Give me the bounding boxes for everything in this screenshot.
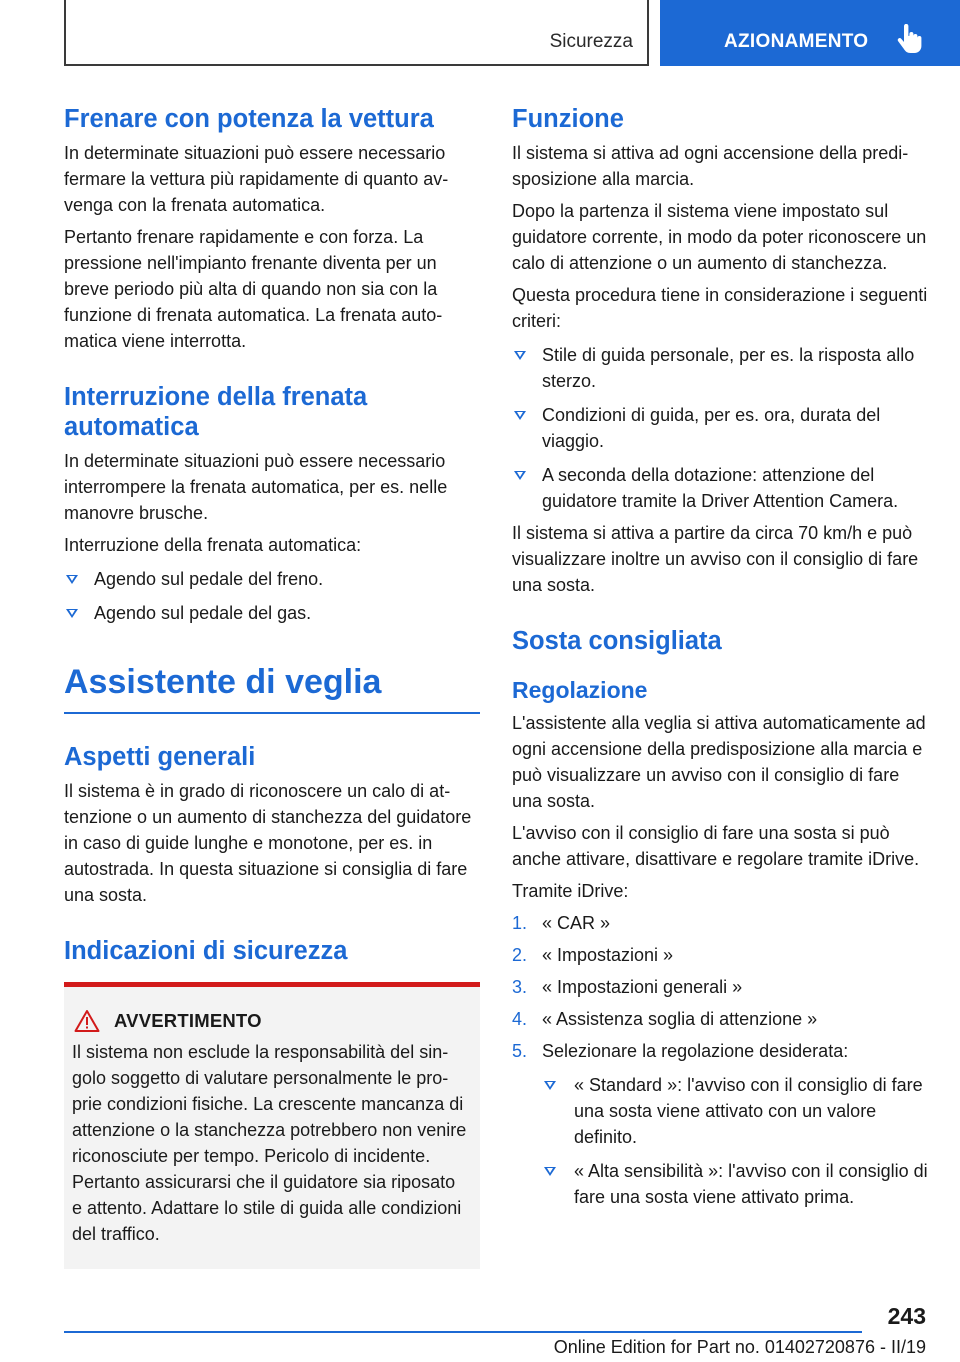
list-item: « Alta sensibilità »: l'avviso con il consiglio di fare una sosta viene attivato prima. [542,1158,928,1210]
list-item: A seconda della dotazione: attenzione del guidatore tramite la Driver Attention Camera. [512,462,928,514]
section-title-interruzione: Interruzione della frenata automatica [64,383,368,441]
paragraph: L'avviso con il consiglio di fare una sosta si può anche attivare, disattivare e regolare tramite iDrive. [512,823,920,869]
warning-header [72,1009,470,1033]
paragraph: Interruzione della frenata automatica: [64,535,362,555]
triangle-bullet-icon [66,609,78,618]
step-item: 5. Selezionare la regolazione desiderata: « Standard »: l'avviso con il consiglio di fare una sosta viene attivato con un valore definito. « Alta sensibilità »: l'avviso con il consiglio di fare una sosta viene attivato prima. [512,1038,928,1210]
section-title-frenare: Frenare con potenza la vettura [64,105,434,133]
header-chapter-label: AZIONAMENTO [724,31,869,52]
step-item: 2. « Impostazioni » [512,942,928,968]
section-title-aspetti: Aspetti generali [64,743,256,771]
header-section-box [64,0,649,66]
footer-divider [64,1331,862,1333]
bullet-list [512,342,928,514]
paragraph: Il sistema si attiva a partire da circa 70 km/h e può visualizzare inoltre un avviso con il consiglio di fare una sosta. [512,523,919,595]
page-number: 243 [887,1303,926,1329]
list-item: Agendo sul pedale del gas. [64,600,480,626]
step-number: 2. [512,945,528,965]
hand-pointer-icon [896,24,922,54]
numbered-steps [512,910,928,1210]
triangle-bullet-icon [514,351,526,360]
triangle-bullet-icon [544,1167,556,1176]
section-title-sosta: Sosta consigliata [512,627,722,655]
paragraph: L'assistente alla veglia si attiva automaticamente ad ogni accensione della predisposizione alla marcia e può visualizzare un avviso con il consiglio di fare una sosta. [512,713,926,811]
step-number: 1. [512,913,528,933]
step-item: 1. « CAR » [512,910,928,936]
step-item: 4. « Assistenza soglia di attenzione » [512,1006,928,1032]
warning-text: Il sistema non esclude la responsabilità del singolo soggetto di valutare personalmente le proprie condizioni fisiche. La crescente mancanza di attenzione o la stanchezza potrebbero non venire riconosciute per tempo. Pericolo di incidente. Pertanto assicurarsi che il guidatore sia riposato e attento. Adattare lo stile di guida alle condizioni del traffico. [72,1042,467,1244]
triangle-bullet-icon [66,575,78,584]
step-number: 5. [512,1041,528,1061]
right-column [512,104,928,1210]
left-column [64,104,480,1269]
paragraph: Il sistema è in grado di riconoscere un calo di attenzione o un aumento di stanchezza del guidatore in caso di guide lunghe e monotone, per es. in autostrada. In questa situazione si consiglia di fare una sosta. [64,781,472,905]
list-item: Condizioni di guida, per es. ora, durata del viaggio. [512,402,928,454]
warning-triangle-icon [74,1009,100,1033]
triangle-bullet-icon [514,411,526,420]
paragraph: Pertanto frenare rapidamente e con forza. La pressione nell'impianto frenante diventa per un breve periodo più alta di quando non sia con la funzione di frenata automatica. La frenata automatica viene interrotta. [64,227,443,351]
triangle-bullet-icon [514,471,526,480]
header-section-label: Sicurezza [549,31,633,52]
section-title-funzione: Funzione [512,105,624,133]
step-number: 3. [512,977,528,997]
sub-bullet-list [542,1072,928,1210]
chapter-heading-wrap [64,662,480,714]
bullet-list [64,566,480,626]
subsection-title-regolazione: Regolazione [512,677,648,703]
step-item: 3. « Impostazioni generali » [512,974,928,1000]
footer-edition: Online Edition for Part no. 01402720876 - II/19 [553,1337,926,1357]
section-title-sicurezza: Indicazioni di sicurezza [64,937,348,965]
paragraph: In determinate situazioni può essere necessario fermare la vettura più rapidamente di quanto avvenga con la frenata automatica. [64,143,449,215]
paragraph: Questa procedura tiene in considerazione i seguenti criteri: [512,285,928,331]
triangle-bullet-icon [544,1081,556,1090]
list-item: Stile di guida personale, per es. la risposta allo sterzo. [512,342,928,394]
chapter-title: Assistente di veglia [64,663,382,701]
paragraph: Dopo la partenza il sistema viene impostato sul guidatore corrente, in modo da poter riconoscere un calo di attenzione o un aumento di stanchezza. [512,201,927,273]
step-number: 4. [512,1009,528,1029]
list-item: « Standard »: l'avviso con il consiglio di fare una sosta viene attivato con un valore definito. [542,1072,928,1150]
list-item: Agendo sul pedale del freno. [64,566,480,592]
paragraph: Il sistema si attiva ad ogni accensione della predisposizione alla marcia. [512,143,909,189]
paragraph: Tramite iDrive: [512,881,629,901]
warning-title: AVVERTIMENTO [114,1010,262,1031]
paragraph: In determinate situazioni può essere necessario interrompere la frenata automatica, per es. nelle manovre brusche. [64,451,448,523]
warning-box [64,982,480,1269]
header-chapter-tab[interactable] [660,0,960,66]
